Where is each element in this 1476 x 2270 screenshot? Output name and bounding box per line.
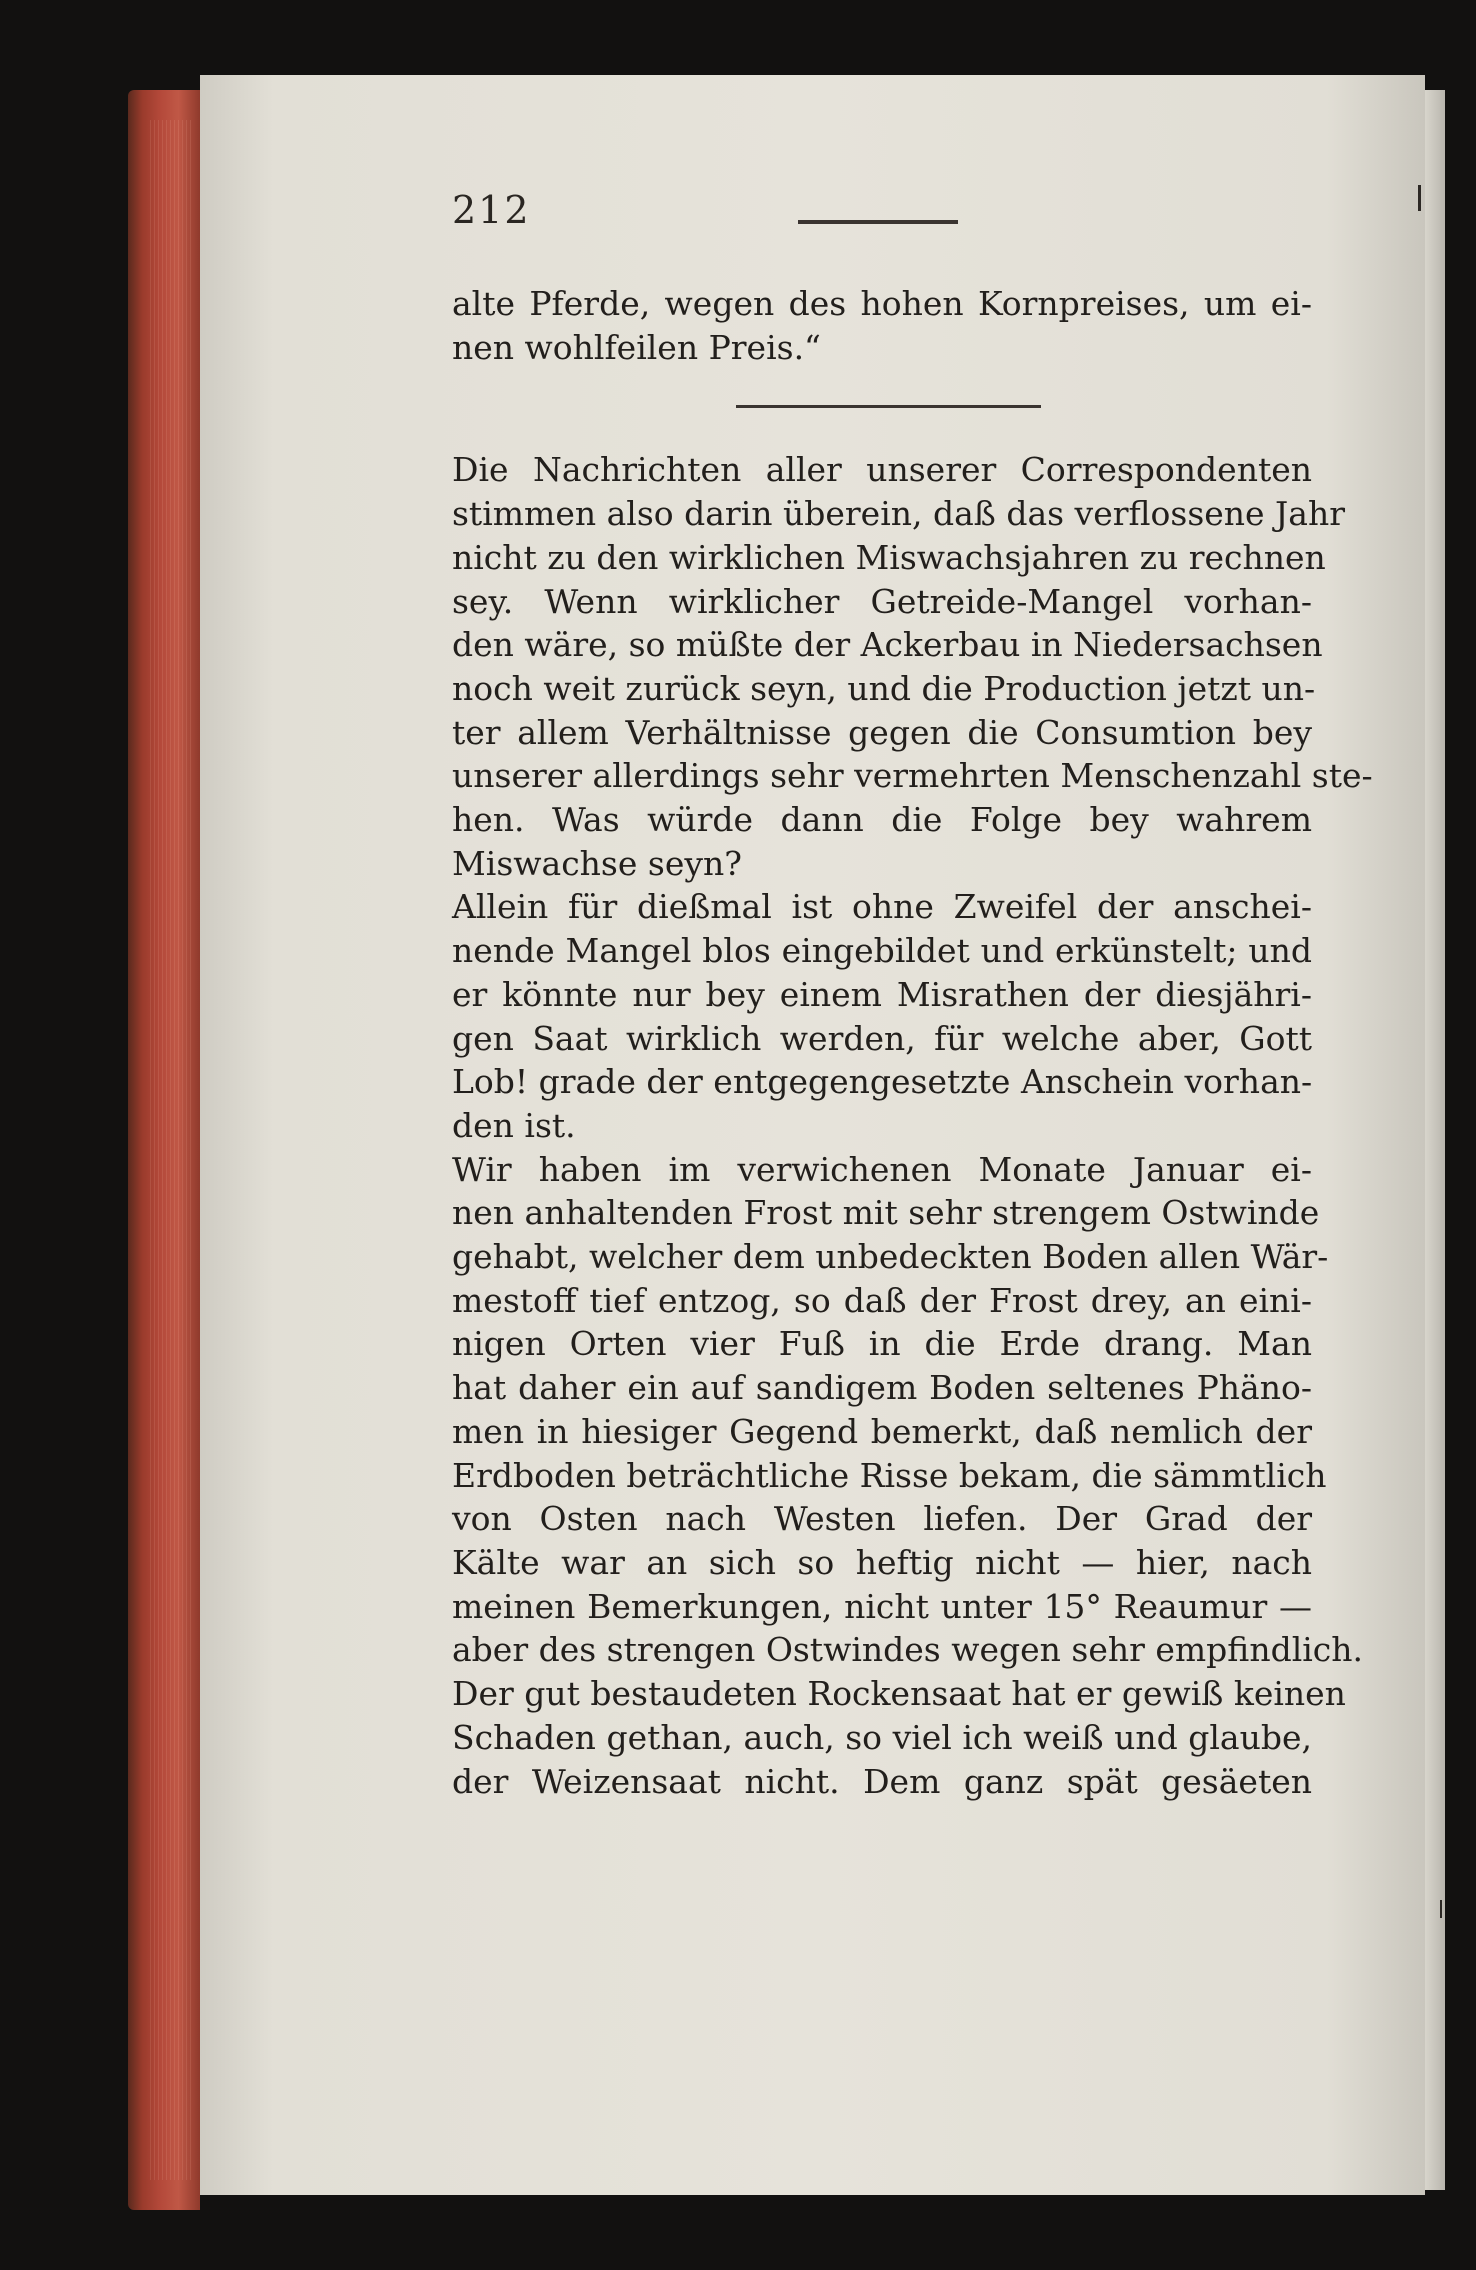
text-line: Miswachse seyn?	[452, 843, 742, 883]
text-line: den ist.	[452, 1105, 576, 1145]
text-line: ter allem Verhältnisse gegen die Consumtion bey	[452, 712, 1312, 752]
continuation-paragraph	[452, 282, 1312, 369]
text-line: sey. Wenn wirklicher Getreide-Mangel vorhan-	[452, 581, 1312, 621]
text-line: noch weit zurück seyn, und die Production jetzt un-	[452, 668, 1316, 708]
text-line: der Weizensaat nicht. Dem ganz spät gesäeten	[452, 1761, 1312, 1801]
text-line: von Osten nach Westen liefen. Der Grad der	[452, 1499, 1312, 1539]
text-line: nen wohlfeilen Preis.“	[452, 327, 821, 367]
text-line: nicht zu den wirklichen Miswachsjahren zu rechnen	[452, 537, 1326, 577]
text-line: Kälte war an sich so heftig nicht — hier, nach	[452, 1542, 1312, 1582]
text-line: men in hiesiger Gegend bemerkt, daß nemlich der	[452, 1411, 1312, 1451]
text-line: hat daher ein auf sandigem Boden seltenes Phäno-	[452, 1368, 1312, 1408]
text-line: nende Mangel blos eingebildet und erkünstelt; und	[452, 931, 1312, 971]
section-divider	[736, 405, 1041, 408]
text-line: Allein für dießmal ist ohne Zweifel der anschei-	[452, 887, 1312, 927]
text-line: hen. Was würde dann die Folge bey wahrem	[452, 800, 1312, 840]
text-line: mestoff tief entzog, so daß der Frost drey, an eini-	[452, 1280, 1312, 1320]
text-line: nigen Orten vier Fuß in die Erde drang. Man	[452, 1324, 1312, 1364]
text-line: unserer allerdings sehr vermehrten Menschenzahl ste-	[452, 756, 1373, 796]
text-line: gen Saat wirklich werden, für welche aber, Gott	[452, 1018, 1312, 1058]
next-page-edge	[1425, 90, 1445, 2190]
text-line: er könnte nur bey einem Misrathen der diesjähri-	[452, 974, 1312, 1014]
text-line: alte Pferde, wegen des hohen Kornpreises, um ei-	[452, 284, 1312, 323]
header-rule	[798, 220, 958, 224]
paragraph-2	[452, 885, 1312, 1147]
text-line: Schaden gethan, auch, so viel ich weiß und glaube,	[452, 1717, 1312, 1757]
text-line: aber des strengen Ostwindes wegen sehr empfindlich.	[452, 1630, 1364, 1670]
text-line: Erdboden beträchtliche Risse bekam, die sämmtlich	[452, 1455, 1327, 1495]
margin-mark	[1418, 185, 1421, 211]
text-line: den wäre, so müßte der Ackerbau in Niedersachsen	[452, 625, 1323, 665]
page-text	[452, 282, 1373, 1803]
paragraph-3	[452, 1148, 1364, 1804]
page-edges	[150, 120, 192, 2180]
text-line: gehabt, welcher dem unbedeckten Boden allen Wär-	[452, 1237, 1329, 1277]
text-line: Die Nachrichten aller unserer Correspondenten	[452, 450, 1312, 490]
paragraph-1	[452, 448, 1373, 885]
text-line: Der gut bestaudeten Rockensaat hat er gewiß keinen	[452, 1674, 1346, 1714]
text-line: nen anhaltenden Frost mit sehr strengem Ostwinde	[452, 1193, 1320, 1233]
text-line: Lob! grade der entgegengesetzte Anschein vorhan-	[452, 1062, 1313, 1102]
text-line: Wir haben im verwichenen Monate Januar ei-	[452, 1149, 1312, 1189]
margin-mark	[1440, 1900, 1442, 1918]
text-line: stimmen also darin überein, daß das verflossene Jahr	[452, 494, 1345, 534]
page-number: 212	[452, 188, 531, 232]
text-line: meinen Bemerkungen, nicht unter 15° Reaumur —	[452, 1586, 1312, 1626]
